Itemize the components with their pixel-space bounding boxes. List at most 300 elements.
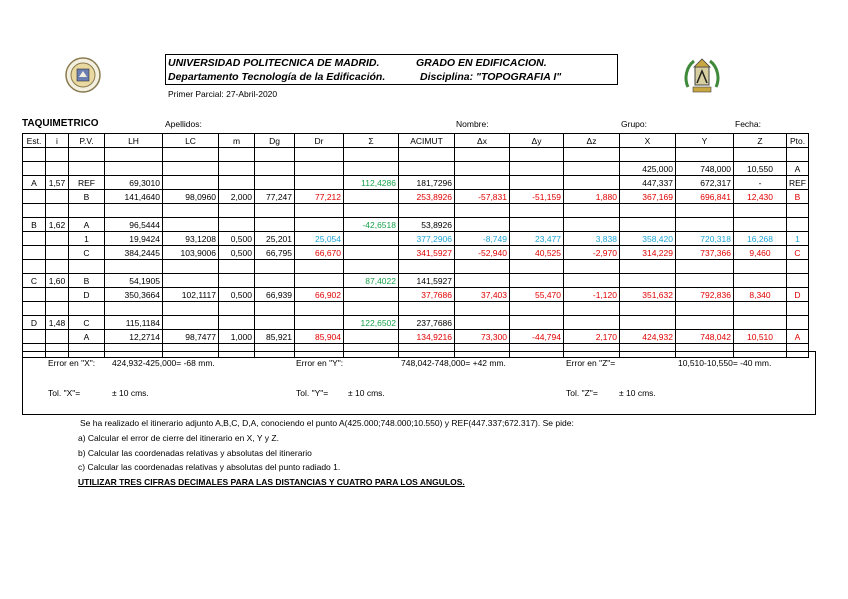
table-cell <box>255 204 295 218</box>
table-cell <box>69 162 105 176</box>
column-header: X <box>620 134 676 148</box>
table-cell <box>564 148 620 162</box>
table-cell <box>399 162 455 176</box>
table-cell: 66,902 <box>295 288 344 302</box>
table-cell: 9,460 <box>734 246 787 260</box>
table-cell <box>23 232 46 246</box>
table-cell: 0,500 <box>219 246 255 260</box>
table-cell <box>344 162 399 176</box>
table-cell: A <box>23 176 46 190</box>
table-cell <box>344 232 399 246</box>
table-cell <box>399 302 455 316</box>
table-row <box>23 176 809 190</box>
table-cell <box>620 148 676 162</box>
table-cell <box>676 316 734 330</box>
table-cell <box>255 316 295 330</box>
column-header: Est. <box>23 134 46 148</box>
table-row <box>23 302 809 316</box>
fecha-label: Fecha: <box>735 119 761 129</box>
nombre-label: Nombre: <box>456 119 489 129</box>
table-cell <box>676 204 734 218</box>
table-cell <box>564 162 620 176</box>
table-cell: 134,9216 <box>399 330 455 344</box>
table-cell: -57,831 <box>455 190 510 204</box>
taquimetrico-table <box>22 133 809 358</box>
column-header: ACIMUT <box>399 134 455 148</box>
table-cell <box>295 148 344 162</box>
table-cell <box>219 302 255 316</box>
degree-name: GRADO EN EDIFICACION. <box>416 57 547 69</box>
table-cell: 85,921 <box>255 330 295 344</box>
table-cell: A <box>787 330 809 344</box>
table-cell <box>787 302 809 316</box>
table-cell <box>344 302 399 316</box>
table-cell <box>734 302 787 316</box>
table-cell: -44,794 <box>510 330 564 344</box>
table-cell <box>295 204 344 218</box>
table-cell: 37,403 <box>455 288 510 302</box>
table-cell <box>620 316 676 330</box>
table-cell <box>46 148 69 162</box>
table-cell <box>163 204 219 218</box>
column-header: Δx <box>455 134 510 148</box>
tol-y-value: ± 10 cms. <box>348 388 385 398</box>
table-cell: 25,054 <box>295 232 344 246</box>
table-cell <box>510 218 564 232</box>
table-cell <box>295 218 344 232</box>
column-header: P.V. <box>69 134 105 148</box>
table-cell: C <box>69 246 105 260</box>
table-cell: 102,1117 <box>163 288 219 302</box>
table-cell <box>23 162 46 176</box>
table-cell <box>69 148 105 162</box>
table-cell: REF <box>787 176 809 190</box>
table-cell <box>620 204 676 218</box>
table-cell: 0,500 <box>219 288 255 302</box>
table-cell <box>46 162 69 176</box>
table-cell <box>787 274 809 288</box>
table-cell <box>23 204 46 218</box>
table-cell <box>455 148 510 162</box>
table-cell <box>163 176 219 190</box>
table-cell: 10,510 <box>734 330 787 344</box>
table-cell <box>620 274 676 288</box>
table-cell: 93,1208 <box>163 232 219 246</box>
table-cell: 37,7686 <box>399 288 455 302</box>
table-cell: 87,4022 <box>344 274 399 288</box>
table-cell: 425,000 <box>620 162 676 176</box>
table-cell <box>344 260 399 274</box>
table-cell: 447,337 <box>620 176 676 190</box>
tol-z-value: ± 10 cms. <box>619 388 656 398</box>
table-cell: 66,670 <box>295 246 344 260</box>
table-cell: 696,841 <box>676 190 734 204</box>
table-cell <box>510 274 564 288</box>
table-cell <box>219 274 255 288</box>
table-cell: - <box>734 176 787 190</box>
table-cell: -1,120 <box>564 288 620 302</box>
table-cell <box>295 274 344 288</box>
table-cell <box>399 148 455 162</box>
table-cell <box>46 246 69 260</box>
table-cell <box>255 274 295 288</box>
table-cell <box>510 148 564 162</box>
table-cell: 112,4286 <box>344 176 399 190</box>
table-cell: 1 <box>787 232 809 246</box>
table-row <box>23 246 809 260</box>
table-cell <box>219 176 255 190</box>
table-cell <box>455 162 510 176</box>
tol-x-label: Tol. "X"= <box>48 388 81 398</box>
table-row <box>23 148 809 162</box>
table-cell <box>734 316 787 330</box>
table-cell <box>23 330 46 344</box>
table-cell: C <box>787 246 809 260</box>
sheet-title: TAQUIMETRICO <box>22 118 99 129</box>
table-row <box>23 190 809 204</box>
table-cell: 66,939 <box>255 288 295 302</box>
table-cell: 0,500 <box>219 232 255 246</box>
table-cell <box>163 218 219 232</box>
table-cell: D <box>23 316 46 330</box>
table-cell: 377,2906 <box>399 232 455 246</box>
table-cell <box>23 246 46 260</box>
table-cell <box>344 148 399 162</box>
table-row <box>23 204 809 218</box>
table-cell <box>455 260 510 274</box>
table-cell: 3,838 <box>564 232 620 246</box>
table-cell <box>46 330 69 344</box>
table-cell <box>23 302 46 316</box>
discipline-name: Disciplina: "TOPOGRAFIA I" <box>420 71 562 83</box>
table-cell <box>787 316 809 330</box>
table-cell: 350,3664 <box>105 288 163 302</box>
table-cell <box>564 260 620 274</box>
error-z-label: Error en "Z"= <box>566 358 616 368</box>
tol-x-value: ± 10 cms. <box>112 388 149 398</box>
column-header: LC <box>163 134 219 148</box>
table-cell <box>69 302 105 316</box>
statement-note: UTILIZAR TRES CIFRAS DECIMALES PARA LAS DISTANCIAS Y CUATRO PARA LOS ANGULOS. <box>78 477 465 487</box>
table-cell <box>46 190 69 204</box>
table-cell: A <box>787 162 809 176</box>
table-cell: 792,836 <box>676 288 734 302</box>
table-cell: -8,749 <box>455 232 510 246</box>
table-cell: 748,000 <box>676 162 734 176</box>
table-cell <box>219 316 255 330</box>
table-cell <box>676 260 734 274</box>
table-cell: 77,212 <box>295 190 344 204</box>
table-cell <box>219 260 255 274</box>
table-cell <box>344 246 399 260</box>
table-cell <box>295 162 344 176</box>
table-cell: 351,632 <box>620 288 676 302</box>
table-cell: 16,268 <box>734 232 787 246</box>
table-cell <box>564 176 620 190</box>
table-cell: 98,7477 <box>163 330 219 344</box>
table-cell <box>344 190 399 204</box>
apellidos-label: Apellidos: <box>165 119 202 129</box>
table-cell <box>676 218 734 232</box>
table-cell: B <box>23 218 46 232</box>
column-header: i <box>46 134 69 148</box>
error-x-label: Error en "X": <box>48 358 96 368</box>
table-cell: A <box>69 218 105 232</box>
table-cell: 25,201 <box>255 232 295 246</box>
table-cell <box>46 288 69 302</box>
table-row <box>23 162 809 176</box>
table-cell <box>620 302 676 316</box>
table-cell <box>163 274 219 288</box>
table-row <box>23 288 809 302</box>
table-cell: 1,48 <box>46 316 69 330</box>
table-cell <box>620 260 676 274</box>
table-cell <box>564 218 620 232</box>
error-z-value: 10,510-10,550= -40 mm. <box>678 358 772 368</box>
table-cell <box>510 176 564 190</box>
table-cell: 77,247 <box>255 190 295 204</box>
table-cell <box>510 162 564 176</box>
table-cell <box>564 302 620 316</box>
table-cell <box>455 176 510 190</box>
table-row <box>23 274 809 288</box>
table-cell <box>255 218 295 232</box>
table-cell: 69,3010 <box>105 176 163 190</box>
table-cell <box>455 274 510 288</box>
table-cell: 341,5927 <box>399 246 455 260</box>
table-cell: 1 <box>69 232 105 246</box>
table-cell <box>564 316 620 330</box>
table-cell: 98,0960 <box>163 190 219 204</box>
table-cell <box>163 148 219 162</box>
table-cell <box>255 162 295 176</box>
table-cell: 737,366 <box>676 246 734 260</box>
table-cell: 115,1184 <box>105 316 163 330</box>
table-cell: 1,880 <box>564 190 620 204</box>
error-x-value: 424,932-425,000= -68 mm. <box>112 358 215 368</box>
column-header: Y <box>676 134 734 148</box>
table-cell: A <box>69 330 105 344</box>
table-cell <box>255 148 295 162</box>
table-cell <box>734 274 787 288</box>
table-cell <box>734 148 787 162</box>
column-header: Δy <box>510 134 564 148</box>
table-cell: 19,9424 <box>105 232 163 246</box>
table-cell: 237,7686 <box>399 316 455 330</box>
table-cell: 424,932 <box>620 330 676 344</box>
table-cell <box>676 148 734 162</box>
table-cell: 720,318 <box>676 232 734 246</box>
table-cell: 1,60 <box>46 274 69 288</box>
table-cell: 2,000 <box>219 190 255 204</box>
table-cell <box>676 302 734 316</box>
column-header: Dr <box>295 134 344 148</box>
table-cell <box>255 260 295 274</box>
table-cell <box>734 204 787 218</box>
table-cell <box>344 288 399 302</box>
table-cell: -51,159 <box>510 190 564 204</box>
table-cell: 367,169 <box>620 190 676 204</box>
table-cell <box>455 302 510 316</box>
table-cell <box>105 162 163 176</box>
table-cell <box>163 316 219 330</box>
table-cell: 12,2714 <box>105 330 163 344</box>
tol-z-label: Tol. "Z"= <box>566 388 598 398</box>
table-cell: 8,340 <box>734 288 787 302</box>
table-cell <box>564 204 620 218</box>
table-cell <box>455 316 510 330</box>
table-cell: 40,525 <box>510 246 564 260</box>
statement-a: a) Calcular el error de cierre del itinerario en X, Y y Z. <box>78 433 279 443</box>
table-row <box>23 232 809 246</box>
table-cell <box>219 218 255 232</box>
table-cell <box>734 260 787 274</box>
table-cell: 1,62 <box>46 218 69 232</box>
statement-intro: Se ha realizado el itinerario adjunto A,B,C, D,A, conociendo el punto A(425.000;748.000;10.550) y REF(447.337;672.317). Se pide: <box>80 418 574 428</box>
table-cell <box>787 204 809 218</box>
table-cell <box>255 302 295 316</box>
table-cell <box>734 218 787 232</box>
table-cell <box>23 190 46 204</box>
table-cell <box>455 218 510 232</box>
table-cell <box>219 162 255 176</box>
table-cell: 96,5444 <box>105 218 163 232</box>
university-name: UNIVERSIDAD POLITECNICA DE MADRID. <box>168 57 380 69</box>
table-cell: 141,4640 <box>105 190 163 204</box>
table-cell: -2,970 <box>564 246 620 260</box>
table-row <box>23 260 809 274</box>
column-header: LH <box>105 134 163 148</box>
table-cell <box>163 162 219 176</box>
table-cell <box>295 302 344 316</box>
table-cell <box>255 176 295 190</box>
table-cell <box>787 218 809 232</box>
table-cell <box>787 148 809 162</box>
column-header: Σ <box>344 134 399 148</box>
table-cell: REF <box>69 176 105 190</box>
table-row <box>23 218 809 232</box>
table-cell <box>510 260 564 274</box>
table-cell <box>69 260 105 274</box>
table-cell <box>163 302 219 316</box>
table-cell: 122,6502 <box>344 316 399 330</box>
table-cell: C <box>23 274 46 288</box>
table-cell: 23,477 <box>510 232 564 246</box>
table-cell <box>105 302 163 316</box>
table-cell <box>23 288 46 302</box>
table-cell: D <box>69 288 105 302</box>
table-cell: 85,904 <box>295 330 344 344</box>
table-cell: 1,57 <box>46 176 69 190</box>
table-cell: B <box>69 274 105 288</box>
table-cell: 358,420 <box>620 232 676 246</box>
table-cell: D <box>787 288 809 302</box>
table-cell: 103,9006 <box>163 246 219 260</box>
table-cell <box>676 274 734 288</box>
edificacion-crest-logo <box>680 53 724 102</box>
column-header: Pto. <box>787 134 809 148</box>
statement-b: b) Calcular las coordenadas relativas y absolutas del itinerario <box>78 448 312 458</box>
table-cell: 253,8926 <box>399 190 455 204</box>
table-cell: 181,7296 <box>399 176 455 190</box>
table-header-row <box>23 134 809 148</box>
table-cell: 141,5927 <box>399 274 455 288</box>
table-cell <box>69 204 105 218</box>
table-cell <box>105 204 163 218</box>
table-cell: 54,1905 <box>105 274 163 288</box>
table-cell <box>787 260 809 274</box>
column-header: Z <box>734 134 787 148</box>
table-cell <box>344 330 399 344</box>
column-header: Dg <box>255 134 295 148</box>
table-cell: 73,300 <box>455 330 510 344</box>
table-cell <box>46 232 69 246</box>
table-cell <box>399 260 455 274</box>
table-cell <box>620 218 676 232</box>
table-cell: 672,317 <box>676 176 734 190</box>
department-name: Departamento Tecnología de la Edificación. <box>168 71 386 83</box>
grupo-label: Grupo: <box>621 119 647 129</box>
table-cell: 384,2445 <box>105 246 163 260</box>
table-cell: 2,170 <box>564 330 620 344</box>
table-cell: 10,550 <box>734 162 787 176</box>
table-row <box>23 316 809 330</box>
table-cell <box>105 260 163 274</box>
table-cell <box>23 260 46 274</box>
table-cell <box>344 204 399 218</box>
column-header: m <box>219 134 255 148</box>
table-cell <box>46 204 69 218</box>
table-cell <box>163 260 219 274</box>
exam-date: Primer Parcial: 27-Abril-2020 <box>168 89 278 99</box>
table-cell <box>219 204 255 218</box>
table-cell <box>295 260 344 274</box>
table-cell: 12,430 <box>734 190 787 204</box>
table-cell: -42,6518 <box>344 218 399 232</box>
table-cell <box>46 302 69 316</box>
table-cell <box>455 204 510 218</box>
table-cell: 1,000 <box>219 330 255 344</box>
table-cell <box>399 204 455 218</box>
tol-y-label: Tol. "Y"= <box>296 388 329 398</box>
statement-c: c) Calcular las coordenadas relativas y absolutas del punto radiado 1. <box>78 462 341 472</box>
table-cell: 53,8926 <box>399 218 455 232</box>
table-row <box>23 330 809 344</box>
table-cell: B <box>69 190 105 204</box>
error-y-value: 748,042-748,000= +42 mm. <box>401 358 506 368</box>
table-cell <box>564 274 620 288</box>
table-cell: B <box>787 190 809 204</box>
table-cell <box>295 176 344 190</box>
table-cell: 66,795 <box>255 246 295 260</box>
table-cell: 55,470 <box>510 288 564 302</box>
table-cell <box>219 148 255 162</box>
table-cell <box>510 302 564 316</box>
column-header: Δz <box>564 134 620 148</box>
table-cell: C <box>69 316 105 330</box>
error-y-label: Error en "Y": <box>296 358 344 368</box>
table-cell: 748,042 <box>676 330 734 344</box>
table-cell <box>23 148 46 162</box>
table-cell <box>510 204 564 218</box>
table-cell <box>295 316 344 330</box>
table-cell <box>46 260 69 274</box>
table-cell: -52,940 <box>455 246 510 260</box>
upm-logo <box>64 56 102 99</box>
table-cell: 314,229 <box>620 246 676 260</box>
table-cell <box>510 316 564 330</box>
table-cell <box>105 148 163 162</box>
